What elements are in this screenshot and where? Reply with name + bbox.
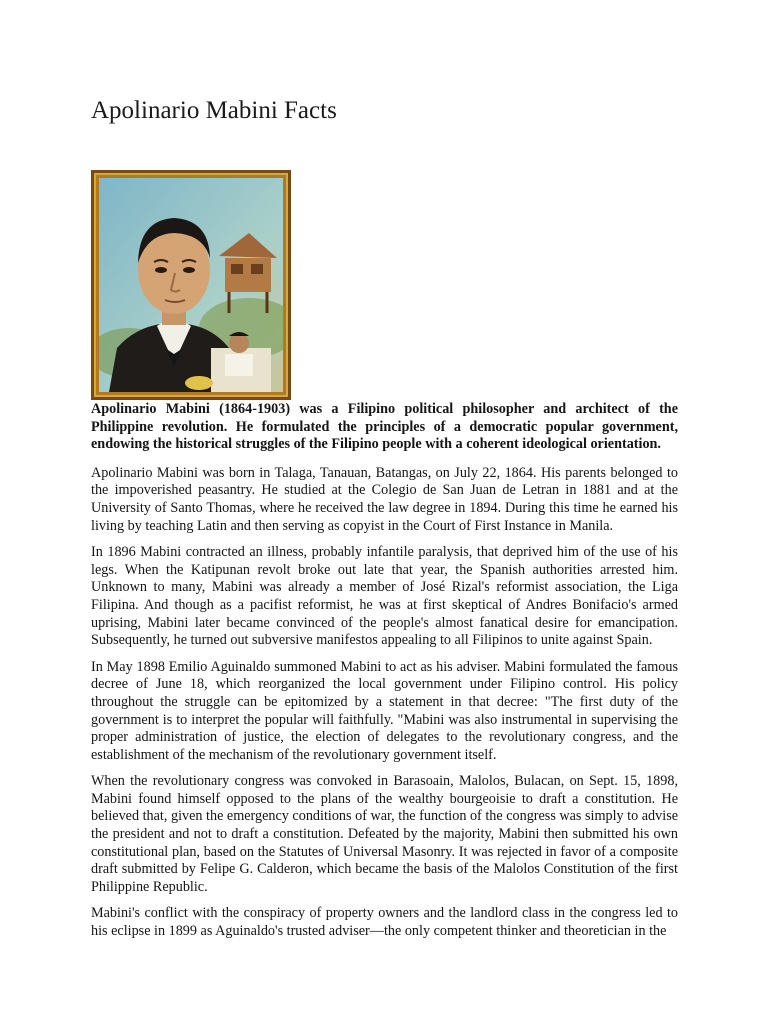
paragraph-congress: When the revolutionary congress was convoked in Barasoain, Malolos, Bulacan, on Sept. 15, 1898, Mabini found himself opposed to the plans of the wealthy bourgeoisie to draft a constitution. He believed that, given the emergency conditions of war, the function of the congress was simply to advise the president and not to draft a constitution. Defeated by the majority, Mabini then submitted his own constitutional plan, based on the Statutes of Universal Masonry. It was rejected in favor of a composite draft submitted by Felipe G. Calderon, which became the basis of the Malolos Constitution of the first Philippine Republic. bbox=[91, 773, 679, 895]
paragraph-illness: In 1896 Mabini contracted an illness, probably infantile paralysis, that deprived him of the use of his legs. When the Katipunan revolt broke out late that year, the Spanish authorities arrested him. Unknown to many, Mabini was already a member of José Rizal's reformist association, the Liga Filipina. And though as a pacifist reformist, he was at first skeptical of Andres Bonifacio's armed uprising, Mabini later became convinced of the people's almost fanatical desire for emancipation. Subsequently, he turned out subversive manifestos appealing to all Filipinos to unite against Spain. bbox=[91, 544, 678, 649]
paragraph-conflict: Mabini's conflict with the conspiracy of property owners and the landlord class in the congress led to his eclipse in 1899 as Aguinaldo's trusted adviser—the only competent thinker and theoretician in the bbox=[91, 905, 678, 940]
portrait-painting-icon bbox=[99, 178, 283, 392]
paragraph-birth: Apolinario Mabini was born in Talaga, Tanauan, Batangas, on July 22, 1864. His parents belonged to the impoverished peasantry. He studied at the Colegio de San Juan de Letran in 1881 and at the University of Santo Thomas, where he received the law degree in 1894. During this time he earned his living by teaching Latin and then serving as copyist in the Court of First Instance in Manila. bbox=[91, 464, 678, 534]
page-title: Apolinario Mabini Facts bbox=[91, 97, 337, 124]
lead-paragraph: Apolinario Mabini (1864-1903) was a Filipino political philosopher and architect of the Philippine revolution. He formulated the principles of a democratic popular government, endowing the historical struggles of the Filipino people with a coherent ideological orientation. bbox=[91, 401, 678, 453]
article-body bbox=[91, 401, 678, 950]
paragraph-adviser: In May 1898 Emilio Aguinaldo summoned Mabini to act as his adviser. Mabini formulated the famous decree of June 18, which reorganized the local government under Filipino control. His policy throughout the struggle can be epitomized by a statement in that decree: "The first duty of the government is to interpret the popular will faithfully. "Mabini was also instrumental in supervising the proper administration of justice, the election of delegates to the revolutionary congress, and the establishment of the mechanism of the revolutionary government itself. bbox=[91, 658, 678, 763]
portrait-image bbox=[91, 170, 291, 400]
